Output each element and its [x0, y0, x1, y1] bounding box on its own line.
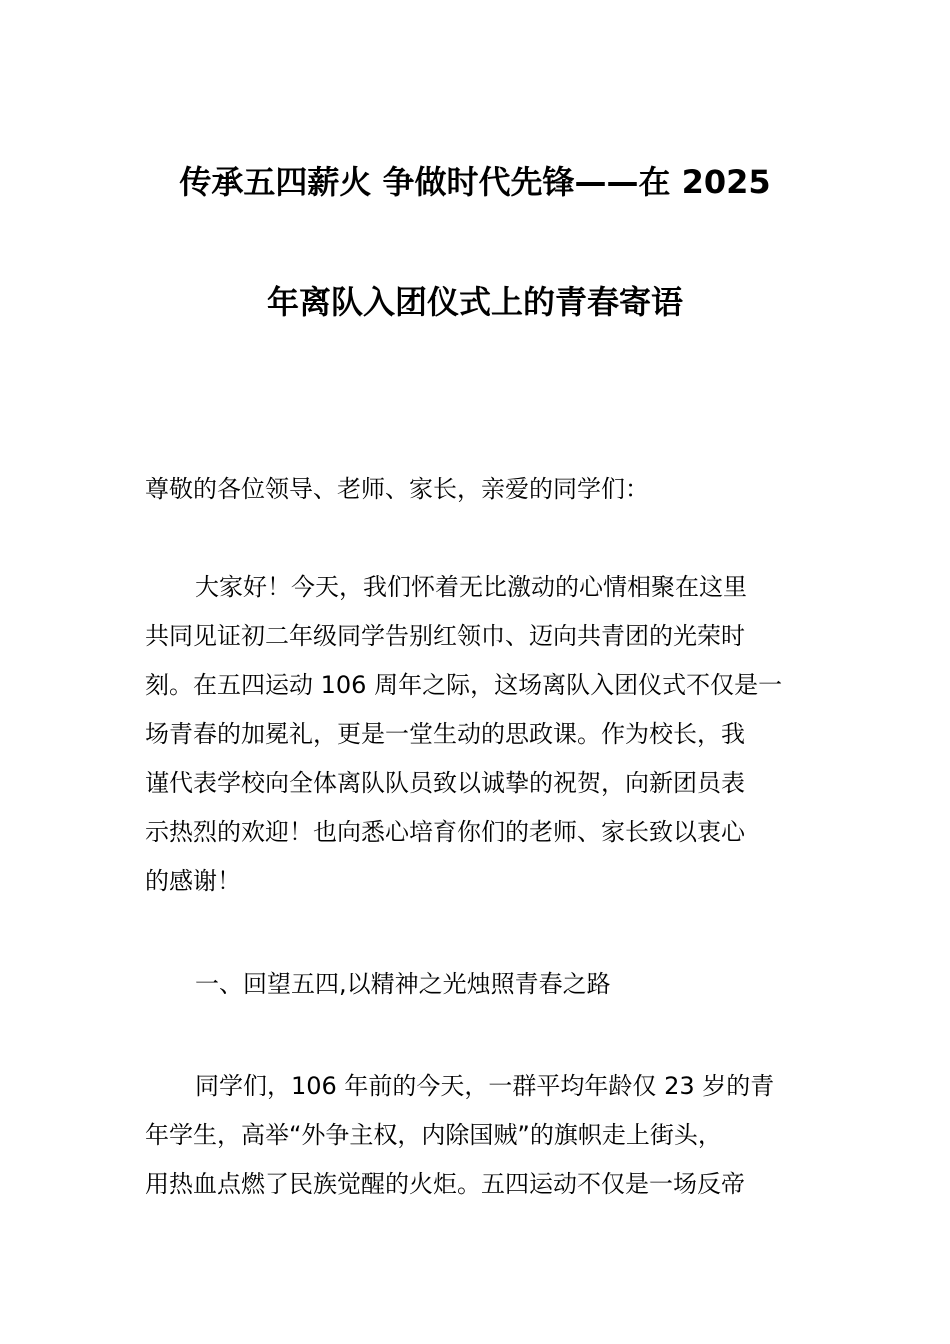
- paragraph-1-line-1: 大家好！今天，我们怀着无比激动的心情相聚在这里: [195, 573, 747, 601]
- paragraph-1-line-5: 谨代表学校向全体离队队员致以诚挚的祝贺，向新团员表: [145, 769, 745, 797]
- paragraph-2-line-1: 同学们，106 年前的今天，一群平均年龄仅 23 岁的青: [195, 1072, 775, 1100]
- paragraph-2-line-3: 用热血点燃了民族觉醒的火炬。五四运动不仅是一场反帝: [145, 1170, 745, 1198]
- salutation: 尊敬的各位领导、老师、家长，亲爱的同学们：: [145, 475, 649, 503]
- document-title-line-2: 年离队入团仪式上的青春寄语: [266, 283, 683, 321]
- section-1-heading: 一、回望五四,以精神之光烛照青春之路: [195, 970, 611, 998]
- paragraph-2-line-2: 年学生，高举“外争主权，内除国贼”的旗帜走上街头，: [145, 1121, 722, 1149]
- paragraph-1-line-6: 示热烈的欢迎！也向悉心培育你们的老师、家长致以衷心: [145, 818, 745, 846]
- paragraph-1-line-7: 的感谢！: [145, 867, 241, 895]
- paragraph-1-line-4: 场青春的加冕礼，更是一堂生动的思政课。作为校长，我: [145, 720, 745, 748]
- paragraph-1-line-2: 共同见证初二年级同学告别红领巾、迈向共青团的光荣时: [145, 622, 745, 650]
- document-title-line-1: 传承五四薪火 争做时代先锋——在 2025: [179, 163, 771, 201]
- paragraph-1-line-3: 刻。在五四运动 106 周年之际，这场离队入团仪式不仅是一: [145, 671, 783, 699]
